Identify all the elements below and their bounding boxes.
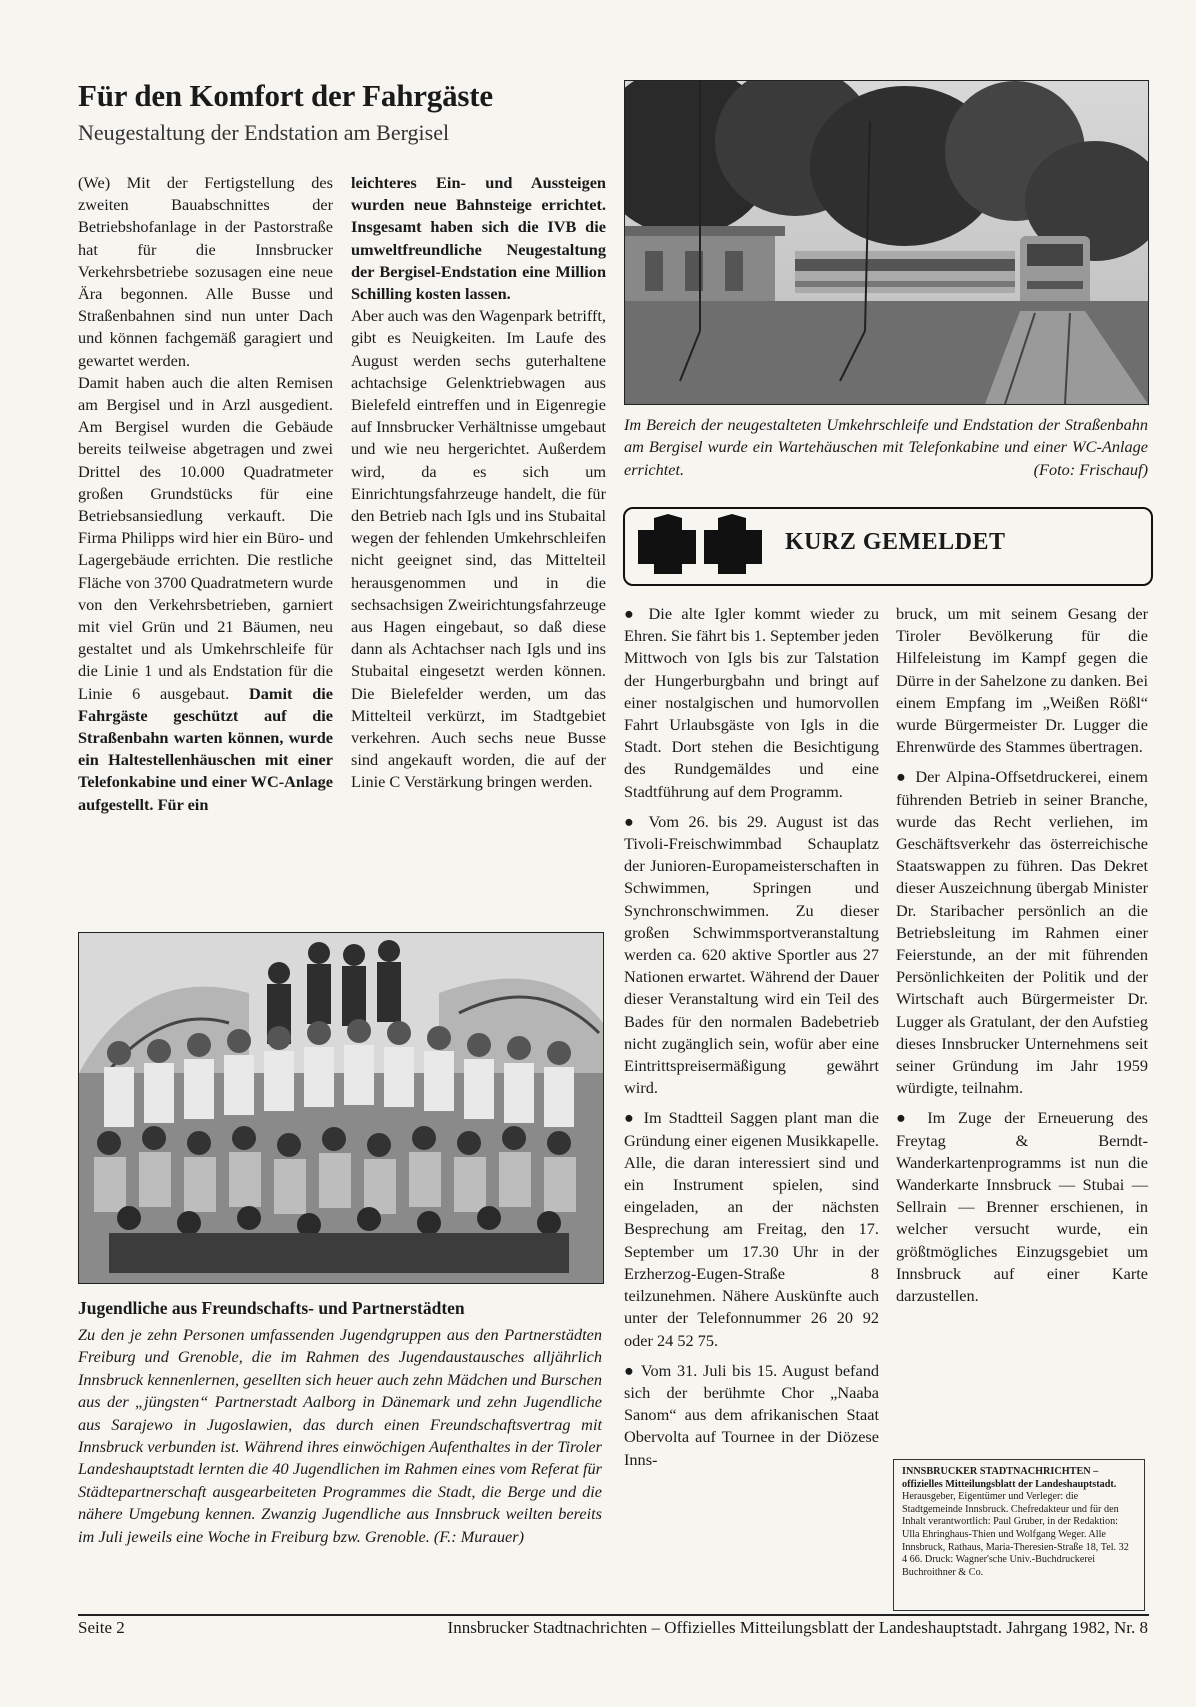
kurz-column-1 xyxy=(624,603,879,1471)
photo-credit: (Foto: Frischauf) xyxy=(1033,459,1148,479)
section-logo-icon xyxy=(638,514,762,574)
footer-publication: Innsbrucker Stadtnachrichten – Offizielles Mitteilungsblatt der Landeshauptstadt. Jahrgang 1982, Nr. 8 xyxy=(447,1618,1148,1637)
article-title: Für den Komfort der Fahrgäste xyxy=(78,78,493,113)
article-subtitle: Neugestaltung der Endstation am Bergisel xyxy=(78,120,450,145)
tram-photo-caption: Im Bereich der neugestalteten Umkehrschleife und Endstation der Straßenbahn am Bergisel wurde ein Wartehäuschen mit Telefonkabine und einer WC-Anlage errichtet. (Foto: Frischauf) xyxy=(624,414,1148,481)
kurz-item: ● Vom 31. Juli bis 15. August befand sich der berühmte Chor „Naaba Sanom“ aus dem afrikanischen Staat Obervolta auf Tournee in der Diözese Inns- xyxy=(624,1360,879,1469)
article-column-2 xyxy=(351,172,606,794)
kurz-column-2 xyxy=(896,603,1148,1307)
page-number: Seite 2 xyxy=(78,1618,125,1637)
tram-photo xyxy=(624,80,1149,405)
kurz-item-continued: bruck, um mit seinem Gesang der Tiroler Bevölkerung für die Hilfeleistung im Kampf gegen die Dürre in der Sahelzone zu danken. Bei einem Empfang im „Weißen Rößl“ wurde Bürgermeister Dr. Lugger die Ehrenwürde des Stammes übertragen. xyxy=(896,604,1148,757)
article-paragraph-bold: leichteres Ein- und Aussteigen wurden neue Bahnsteige errichtet. Insgesamt haben sich die IVB die umweltfreundliche Neugestaltung der Bergisel-Endstation eine Million Schilling kosten lassen. xyxy=(351,173,606,304)
youth-heading: Jugendliche aus Freundschafts- und Partnerstädten xyxy=(78,1298,465,1318)
kurz-item: ● Der Alpina-Offsetdruckerei, einem führenden Betrieb in seiner Branche, wurde das Recht verliehen, im Geschäftsverkehr das österreichische Staatswappen zu führen. Das Dekret dieser Auszeichnung übergab Minister Dr. Staribacher persönlich an die Betriebsleitung im Rahmen einer Feierstunde, an der mit führenden Persönlichkeiten der Politik und der Wirtschaft auch Bürgermeister Dr. Lugger als Gratulant, der den Aufstieg dieses Innsbrucker Unternehmens seit seiner Gründung im Jahr 1959 würdigte, teilnahm. xyxy=(896,767,1148,1098)
kurz-item: ● Die alte Igler kommt wieder zu Ehren. Sie fährt bis 1. September jeden Mittwoch von Igls bis zur Talstation der Hungerburgbahn und bringt auf einer nostalgischen und humorvollen Fahrt Urlaubsgäste von Igls in die Stadt. Dort stehen die Besichtigung des Rundgemäldes und eine Stadtführung auf dem Programm. xyxy=(624,604,879,801)
kurz-item: ● Im Zuge der Erneuerung des Freytag & Berndt-Wanderkartenprogramms ist nun die Wanderkarte Innsbruck — Stubai — Sellrain — Brenner erschienen, in welcher versucht wurde, ein größtmögliches Einzugsgebiet um Innsbruck auf einer Karte darzustellen. xyxy=(896,1108,1149,1306)
kurz-item: ● Vom 26. bis 29. August ist das Tivoli-Freischwimmbad Schauplatz der Junioren-Europameisterschaften in Schwimmen, Springen und Synchronschwimmen. Zu dieser großen Schwimmsportveranstaltung werden ca. 620 aktive Sportler aus 27 Nationen erwartet. Während der Dauer dieser Veranstaltung wird ein Teil des Bades für den normalen Badebetrieb nicht zugänglich sein, wofür aber eine Eintrittspreisermäßigung gewährt wird. xyxy=(624,811,879,1098)
kurz-gemeldet-title: KURZ GEMELDET xyxy=(785,529,1006,555)
footer-rule xyxy=(78,1614,1149,1616)
article-paragraph: Aber auch was den Wagenpark betrifft, gibt es Neuigkeiten. Im Laufe des August werden sechs guterhaltene achtachsige Gelenktriebwagen aus Bielefeld eintreffen und in Eigenregie auf Innsbrucker Verhältnisse umgebaut und wie neu hergerichtet. Außerdem wird, da es sich um Einrichtungsfahrzeuge handelt, die für den Betrieb nach Igls und ins Stubaital wegen der fehlenden Umkehrschleifen nicht geeignet sind, das Mittelteil herausgenommen und in die sechsachsigen Zweirichtungsfahrzeuge aus Hagen eingebaut, so daß diese dann als Achtachser nach Igls und ins Stubaital eingesetzt werden können. Die Bielefelder werden, um das Mittelteil verkürzt, im Stadtgebiet verkehren. Auch sechs neue Busse sind angekauft worden, die auf der Linie C Verstärkung bringen werden. xyxy=(351,306,606,792)
article-paragraph: (We) Mit der Fertigstellung des zweiten Bauabschnittes der Betriebshofanlage in der Pastorstraße hat für die Innsbrucker Verkehrsbetriebe sozusagen eine neue Ära begonnen. Alle Busse und Straßenbahnen sind nun unter Dach und können fachgemäß garagiert und gewartet werden. xyxy=(78,173,333,370)
impressum-box: INNSBRUCKER STADTNACHRICHTEN – offizielles Mitteilungsblatt der Landeshauptstadt. Herausgeber, Eigentümer und Verleger: die Stadtgemeinde Innsbruck. Chefredakteur und für den Inhalt verantwortlich: Paul Gruber, in der Redaktion: Ulla Ehringhaus-Thien und Wolfgang Weger. Alle Innsbruck, Rathaus, Maria-Theresien-Straße 18, Tel. 32 4 66. Druck: Wagner'sche Univ.-Buchdruckerei Buchroithner & Co. xyxy=(893,1459,1145,1611)
article-paragraph: Damit haben auch die alten Remisen am Bergisel und in Arzl ausgedient. Am Bergisel wurden die Gebäude bereits teilweise abgetragen und zwei Drittel des 10.000 Quadratmeter großen Grundstücks für eine Betriebsansiedlung verkauft. Die Firma Philipps wird hier ein Büro- und Lagergebäude errichten. Die restliche Fläche von 3700 Quadratmetern wurde von den Verkehrsbetrieben, garniert mit viel Grün und 21 Bäumen, neu gestaltet und als Umkehrschleife für die Linie 1 und als Endstation für die Linie 6 ausgebaut. Damit die Fahrgäste geschützt auf die Straßenbahn warten können, wurde ein Haltestellenhäuschen mit einer Telefonkabine und einer WC-Anlage aufgestellt. Für ein xyxy=(78,372,334,814)
youth-group-photo xyxy=(78,932,604,1284)
article-column-1 xyxy=(78,172,333,816)
kurz-item: ● Im Stadtteil Saggen plant man die Gründung einer eigenen Musikkapelle. Alle, die daran interessiert sind und ein Instrument spielen, sind eingeladen, an der nächsten Besprechung am Freitag, den 17. September um 17.30 Uhr in der Erzherzog-Eugen-Straße 8 teilzunehmen. Nähere Auskünfte auch unter der Telefonnummer 26 20 92 oder 24 52 75. xyxy=(624,1108,879,1350)
youth-caption: Zu den je zehn Personen umfassenden Jugendgruppen aus den Partnerstädten Freiburg und Grenoble, die im Rahmen des Jugendaustausches alljährlich Innsbruck kennenlernen, gesellten sich heuer auch zehn Mädchen und Burschen aus der „jüngsten“ Partnerstadt Aalborg in Dänemark und zehn Jugendliche aus Sarajewo in Jugoslawien, das durch einen Freundschaftsvertrag mit Innsbruck verbunden ist. Während ihres einwöchigen Aufenthaltes in der Tiroler Landeshauptstadt lernten die 40 Jugendlichen im Rahmen eines vom Referat für Städtepartnerschaft ausgearbeiteten Programmes die Stadt, die Berge und die nähere Umgebung kennen. Zwanzig Jugendliche aus Innsbruck weilten bereits im Juli jeweils eine Woche in Freiburg bzw. Grenoble. (F.: Murauer) xyxy=(78,1325,602,1546)
